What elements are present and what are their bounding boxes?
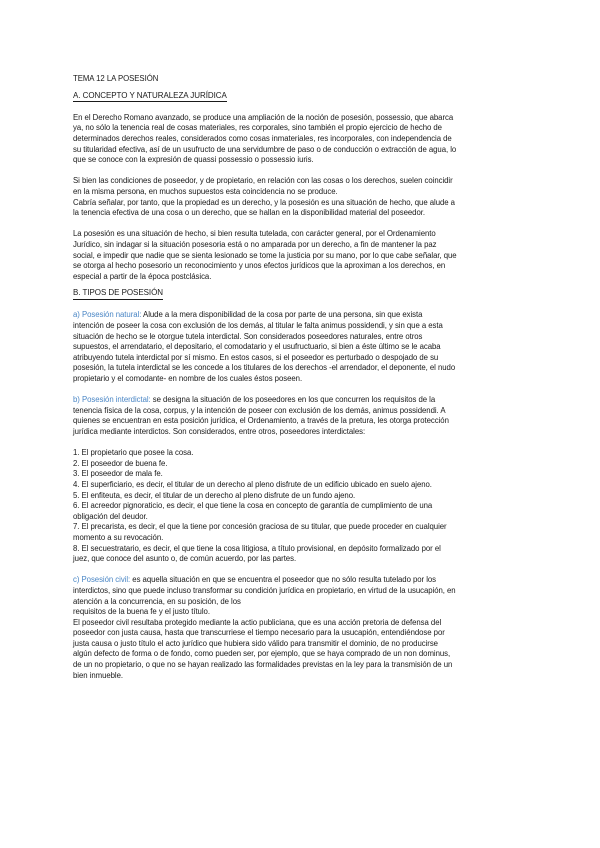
text-line: atribuyendo tutela interdictal por sí mismo. En estos casos, si el poseedor es perturbado o despojado de su [73, 352, 439, 362]
text-line: atención a la concurrencia, en su posición, de los [73, 596, 241, 606]
text-line: poseedor con justa causa, hasta que transcurriese el tiempo necesario para la usucapión, entendiéndose por [73, 628, 445, 638]
text-line: su titularidad efectiva, así de un usufructo de una servidumbre de paso o de conducción o extracción de agua, lo [73, 144, 457, 154]
text-line: interdictos, sino que puede incluso transformar su condición jurídica en propietario, en virtud de la usucapión, en [73, 585, 456, 595]
posesion-natural-paragraph [73, 310, 528, 384]
text-line: justa causa o justo título el acto jurídico que hubiera sido válido para transmitir el dominio, de no producirse [73, 638, 438, 648]
text-line: intención de poseer la cosa con exclusión de los demás, al titular le falta animus possidendi, y sin que a esta [73, 321, 443, 331]
posesion-natural-term: a) Posesión natural: [73, 310, 142, 320]
text-line: Si bien las condiciones de poseedor, y de propietario, en relación con las cosas o los derechos, suelen coincidir [73, 176, 453, 186]
document-body [73, 74, 528, 681]
list-item: 3. El poseedor de mala fe. [73, 469, 163, 479]
text-line: En el Derecho Romano avanzado, se produce una ampliación de la noción de posesión, possessio, que abarca [73, 112, 454, 122]
list-item: 4. El superficiario, es decir, el titular de un derecho al pleno disfrute de un edificio ubicado en suelo ajeno. [73, 479, 432, 489]
list-item: obligación del deudor. [73, 511, 148, 521]
list-item: 5. El enfiteuta, es decir, el titular de un derecho al pleno disfrute de un fundo ajeno. [73, 490, 356, 500]
text-line: La posesión es una situación de hecho, si bien resulta tutelada, con carácter general, por el Ordenamiento [73, 229, 436, 239]
section-a-paragraph-3 [73, 229, 528, 282]
text-line: de un no propietario, o que no se hayan realizado las formalidades previstas en la ley para la transmisión de un [73, 660, 453, 670]
text-line: posesión, la tutela interdictal se les concede a los titulares de los derechos -el arrendador, el deponente, el nudo [73, 363, 456, 373]
list-item: momento a su revocación. [73, 532, 164, 542]
text-line: social, e impedir que nadie que se sienta lesionado se tome la justicia por su mano, por lo que cabe señalar, que [73, 250, 457, 260]
text-line: tenencia física de la cosa, corpus, y la intención de poseer con exclusión de los demás, animus possidendi. A [73, 405, 446, 415]
list-item: 8. El secuestratario, es decir, el que tiene la cosa litigiosa, a título provisional, en depósito formalizado por el [73, 543, 441, 553]
text-line: Alude a la mera disponibilidad de la cosa por parte de una persona, sin que exista [141, 310, 423, 320]
text-line: requisitos de la buena fe y el justo título. [73, 607, 210, 617]
text-line: especial a partir de la época postclásica. [73, 271, 212, 281]
text-line: que se conoce con la expresión de quassi possessio o possessio iuris. [73, 155, 314, 165]
text-line: se otorga al hecho posesorio un reconocimiento y unos efectos jurídicos que la aproximan a los derechos, en [73, 261, 446, 271]
list-item: 6. El acreedor pignoraticio, es decir, el que tiene la cosa en concepto de garantía de cumplimiento de una [73, 501, 433, 511]
text-line: es aquella situación en que se encuentra el poseedor que no sólo resulta tutelado por los [130, 575, 437, 585]
section-a-paragraph-1 [73, 113, 528, 166]
posesion-civil-term: c) Posesión civil: [73, 575, 131, 585]
text-line: algún defecto de forma o de fondo, como pueden ser, por ejemplo, que se haya comprado de un non dominus, [73, 649, 451, 659]
section-b-heading: B. TIPOS DE POSESIÓN [73, 288, 163, 300]
text-line: Cabría señalar, por tanto, que la propiedad es un derecho, y la posesión es una situación de hecho, que alude a [73, 197, 455, 207]
text-line: propietario y el comodante- en nombre de los cuales éstos poseen. [73, 374, 303, 384]
text-line: se designa la situación de los poseedores en los que concurren los requisitos de la [150, 395, 436, 405]
text-line: la tenencia efectiva de una cosa o un derecho, que se hallan en la disponibilidad material del poseedor. [73, 208, 425, 218]
list-item: 1. El propietario que posee la cosa. [73, 448, 194, 458]
posesion-interdictal-paragraph [73, 395, 528, 437]
list-item: juez, que conoce del asunto o, de común acuerdo, por las partes. [73, 554, 297, 564]
section-a-paragraph-2 [73, 176, 528, 218]
section-a-heading: A. CONCEPTO Y NATURALEZA JURÍDICA [73, 91, 227, 103]
text-line: El poseedor civil resultaba protegido mediante la actio publiciana, que es una acción pretoria de defensa del [73, 617, 442, 627]
document-title: TEMA 12 LA POSESIÓN [73, 74, 159, 83]
posesion-interdictal-term: b) Posesión interdictal: [73, 395, 151, 405]
text-line: situación de hecho se le otorgue tutela interdictal. Son considerados poseedores naturales, entre otros [73, 331, 423, 341]
posesion-civil-paragraph [73, 575, 528, 681]
text-line: quienes se encuentran en esta posición jurídica, el Ordenamiento, a través de la pretura, les otorga protección [73, 416, 449, 426]
text-line: determinados derechos reales, considerados como cosas inmateriales, res incorporales, con independencia de [73, 133, 452, 143]
list-item: 7. El precarista, es decir, el que la tiene por concesión graciosa de su titular, que puede proceder en cualquier [73, 522, 447, 532]
text-line: ya, no sólo la tenencia real de cosas materiales, res corporales, sino también el propio ejercicio de hecho de [73, 123, 442, 133]
text-line: en la misma persona, en muchos supuestos esta coincidencia no se produce. [73, 186, 338, 196]
list-item: 2. El poseedor de buena fe. [73, 458, 168, 468]
text-line: jurídica mediante interdictos. Son considerados, entre otros, poseedores interdictales: [73, 427, 366, 436]
text-line: bien inmueble. [73, 670, 124, 680]
text-line: Jurídico, sin indagar si la situación posesoria está o no amparada por un derecho, a fin de mantener la paz [73, 239, 437, 249]
poseedores-interdictales-list [73, 448, 528, 565]
text-line: supuestos, el arrendatario, el depositario, el comodatario y el usufructuario, si bien a éste último se le acaba [73, 342, 441, 352]
